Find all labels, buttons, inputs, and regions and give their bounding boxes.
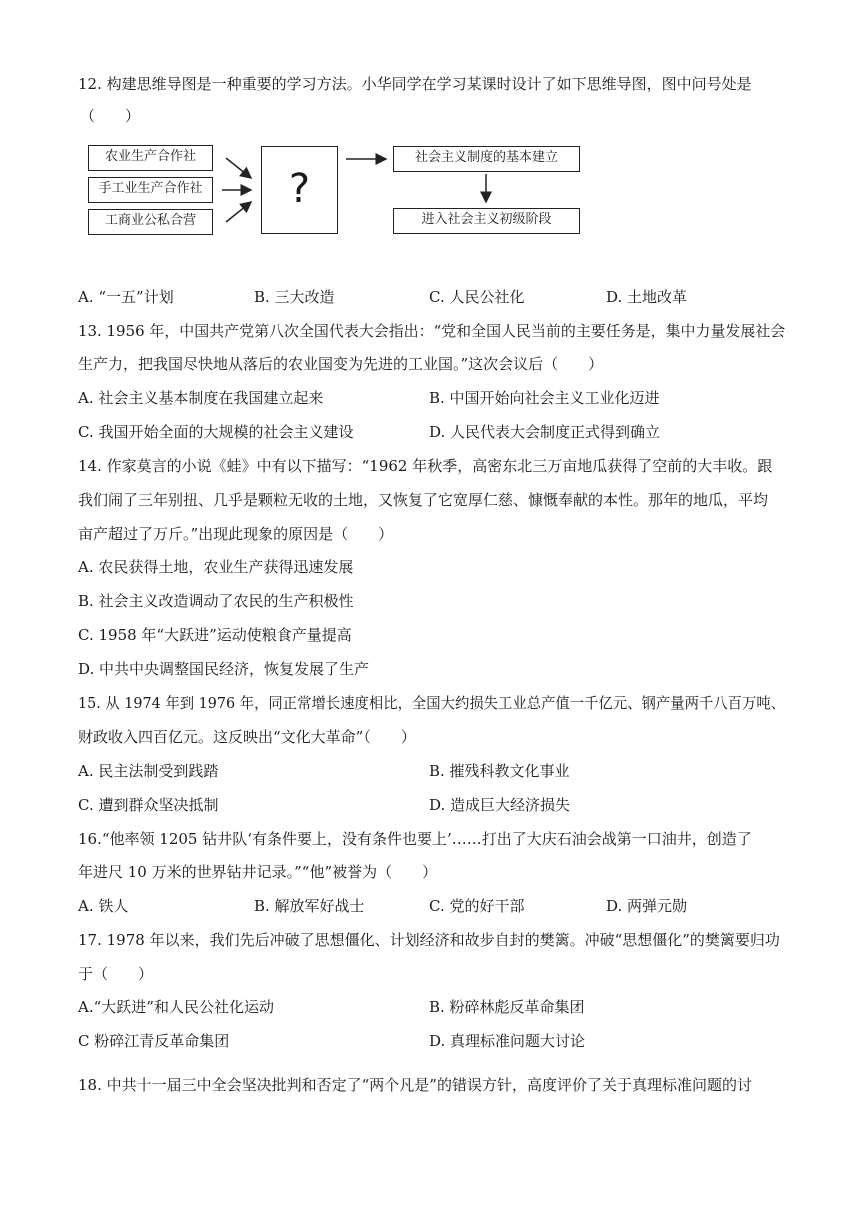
q17-option-a: A.“大跃进”和人民公社化运动 — [78, 998, 274, 1016]
q13-option-c: C. 我国开始全面的大规模的社会主义建设 — [78, 423, 354, 441]
q14-option-c: C. 1958 年“大跃进”运动使粮食产量提高 — [78, 626, 352, 644]
q16-option-c: C. 党的好干部 — [429, 897, 525, 915]
q15-option-b: B. 摧残科教文化事业 — [429, 762, 570, 780]
q14-option-b: B. 社会主义改造调动了农民的生产积极性 — [78, 592, 354, 610]
q16-option-d: D. 两弹元勋 — [606, 897, 688, 915]
q16-stem-line1: 16.“他率领 1205 钻井队‘有条件要上，没有条件也要上’……打出了大庆石油会战第一口油井，创造了 — [78, 830, 752, 848]
q12-option-d: D. 土地改革 — [606, 288, 688, 306]
q14-stem-line3: 亩产超过了万斤。”出现此现象的原因是（ ） — [78, 525, 394, 543]
q17-option-d: D. 真理标准问题大讨论 — [429, 1032, 586, 1050]
q17-stem-line1: 17. 1978 年以来，我们先后冲破了思想僵化、计划经济和故步自封的樊篱。冲破“思想僵化”的樊篱要归功 — [78, 931, 780, 949]
arrow-agri-to-center — [226, 158, 251, 178]
diagram-box-socialist-system: 社会主义制度的基本建立 — [393, 146, 580, 172]
q16-stem-line2: 年进尺 10 万米的世界钻井记录。”“他”被誉为（ ） — [78, 863, 438, 881]
q12-option-a: A. “一五”计划 — [78, 288, 174, 306]
q16-option-a: A. 铁人 — [78, 897, 129, 915]
q17-option-c: C 粉碎江青反革命集团 — [78, 1032, 230, 1050]
q12-option-c: C. 人民公社化 — [429, 288, 525, 306]
q15-option-d: D. 造成巨大经济损失 — [429, 796, 571, 814]
q13-option-b: B. 中国开始向社会主义工业化迈进 — [429, 389, 660, 407]
q17-option-b: B. 粉碎林彪反革命集团 — [429, 998, 585, 1016]
q18-stem-line1: 18. 中共十一届三中全会坚决批判和否定了“两个凡是”的错误方针，高度评价了关于真理标准问题的讨 — [78, 1076, 752, 1094]
q14-option-d: D. 中共中央调整国民经济，恢复发展了生产 — [78, 660, 370, 678]
q12-stem-line2: （ ） — [80, 107, 141, 125]
q12-stem-line1: 12. 构建思维导图是一种重要的学习方法。小华同学在学习某课时设计了如下思维导图，图中问号处是 — [78, 75, 752, 93]
diagram-box-joint-state-private: 工商业公私合营 — [88, 209, 213, 235]
diagram-box-primary-stage: 进入社会主义初级阶段 — [393, 208, 580, 234]
arrow-commerce-to-center — [226, 202, 251, 222]
q14-stem-line1: 14. 作家莫言的小说《蛙》中有以下描写：“1962 年秋季，高密东北三万亩地瓜获得了空前的大丰收。跟 — [78, 457, 773, 475]
q13-stem-line2: 生产力，把我国尽快地从落后的农业国变为先进的工业国。”这次会议后（ ） — [78, 355, 604, 373]
q13-option-a: A. 社会主义基本制度在我国建立起来 — [78, 389, 324, 407]
q15-option-c: C. 遭到群众坚决抵制 — [78, 796, 219, 814]
q17-stem-line2: 于（ ） — [78, 965, 154, 983]
q15-stem-line2: 财政收入四百亿元。这反映出“文化大革命”（ ） — [78, 728, 416, 746]
q15-option-a: A. 民主法制受到践踏 — [78, 762, 219, 780]
q16-option-b: B. 解放军好战士 — [254, 897, 365, 915]
diagram-box-handicraft-coop: 手工业生产合作社 — [88, 177, 213, 203]
q14-stem-line2: 我们闹了三年别扭、几乎是颗粒无收的土地，又恢复了它宽厚仁慈、慷慨奉献的本性。那年的地瓜，平均 — [78, 491, 769, 509]
q15-stem-line1: 15. 从 1974 年到 1976 年，同正常增长速度相比，全国大约损失工业总产值一千亿元、钢产量两千八百万吨、 — [78, 694, 786, 712]
diagram-arrows — [0, 0, 860, 300]
q13-stem-line1: 13. 1956 年，中国共产党第八次全国代表大会指出：“党和全国人民当前的主要任务是，集中力量发展社会 — [78, 322, 786, 340]
q12-option-b: B. 三大改造 — [254, 288, 335, 306]
diagram-box-agriculture-coop: 农业生产合作社 — [88, 145, 213, 171]
q13-option-d: D. 人民代表大会制度正式得到确立 — [429, 423, 661, 441]
diagram-question-box: ? — [261, 146, 338, 234]
q14-option-a: A. 农民获得土地，农业生产获得迅速发展 — [78, 558, 354, 576]
